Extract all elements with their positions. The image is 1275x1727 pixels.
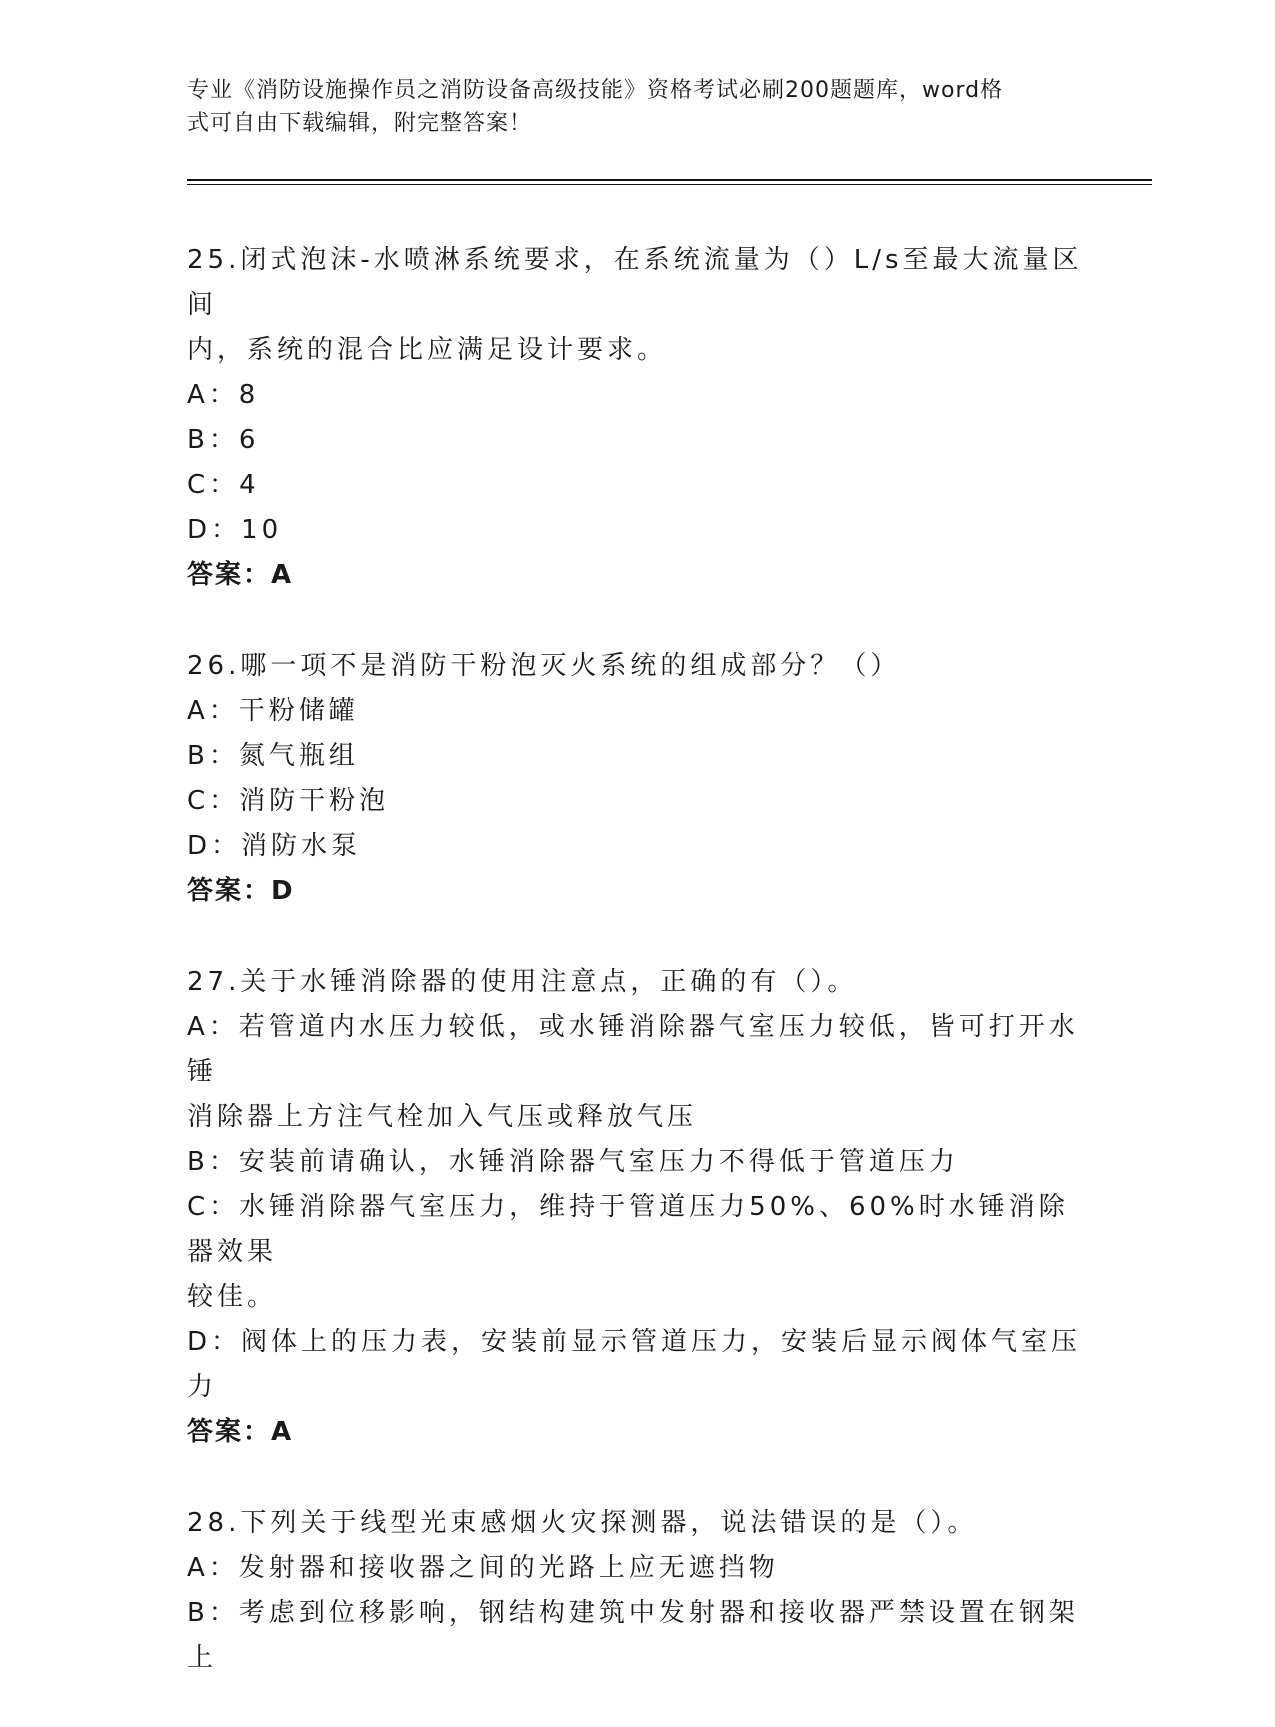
option-b: B：考虑到位移影响，钢结构建筑中发射器和接收器严禁设置在钢架上 xyxy=(187,1598,1079,1673)
option-a: A：8 xyxy=(187,380,260,410)
option-d: D：10 xyxy=(187,515,283,545)
header-line-1: 专业《消防设施操作员之消防设备高级技能》资格考试必刷200题题库，word格 xyxy=(187,78,1004,103)
question-text-line: 25.闭式泡沫-水喷淋系统要求，在系统流量为（）L/s至最大流量区间 xyxy=(187,245,1083,320)
option-a: A：若管道内水压力较低，或水锤消除器气室压力较低，皆可打开水锤 xyxy=(187,1012,1079,1087)
option-c: C：消防干粉泡 xyxy=(187,786,390,816)
header-divider-thick xyxy=(187,179,1152,181)
answer-line: 答案：D xyxy=(187,876,295,906)
question-27 xyxy=(187,960,1087,1455)
question-28 xyxy=(187,1501,1087,1681)
question-text-line: 27.关于水锤消除器的使用注意点，正确的有（）。 xyxy=(187,967,858,997)
answer-line: 答案：A xyxy=(187,1417,294,1447)
option-c: C：4 xyxy=(187,470,260,500)
question-26 xyxy=(187,644,1087,914)
document-header xyxy=(187,74,1067,140)
option-d: D：阀体上的压力表，安装前显示管道压力，安装后显示阀体气室压力 xyxy=(187,1327,1082,1402)
header-line-2: 式可自由下载编辑，附完整答案！ xyxy=(187,111,533,136)
question-text-line: 内，系统的混合比应满足设计要求。 xyxy=(187,335,668,365)
header-divider-thin xyxy=(187,184,1152,185)
question-text-line: 28.下列关于线型光束感烟火灾探测器，说法错误的是（）。 xyxy=(187,1508,978,1538)
option-d: D：消防水泵 xyxy=(187,831,362,861)
option-c: C：水锤消除器气室压力，维持于管道压力50%、60%时水锤消除器效果 xyxy=(187,1192,1069,1267)
question-list xyxy=(187,238,1087,1727)
question-25 xyxy=(187,238,1087,598)
question-text-line: 26.哪一项不是消防干粉泡灭火系统的组成部分？（） xyxy=(187,651,901,681)
option-a-continued: 消除器上方注气栓加入气压或释放气压 xyxy=(187,1102,698,1132)
option-b: B：6 xyxy=(187,425,260,455)
option-c-continued: 较佳。 xyxy=(187,1282,278,1312)
option-a: A：干粉储罐 xyxy=(187,696,359,726)
option-b: B：氮气瓶组 xyxy=(187,741,359,771)
option-a: A：发射器和接收器之间的光路上应无遮挡物 xyxy=(187,1553,779,1583)
option-b: B：安装前请确认，水锤消除器气室压力不得低于管道压力 xyxy=(187,1147,959,1177)
answer-line: 答案：A xyxy=(187,560,294,590)
